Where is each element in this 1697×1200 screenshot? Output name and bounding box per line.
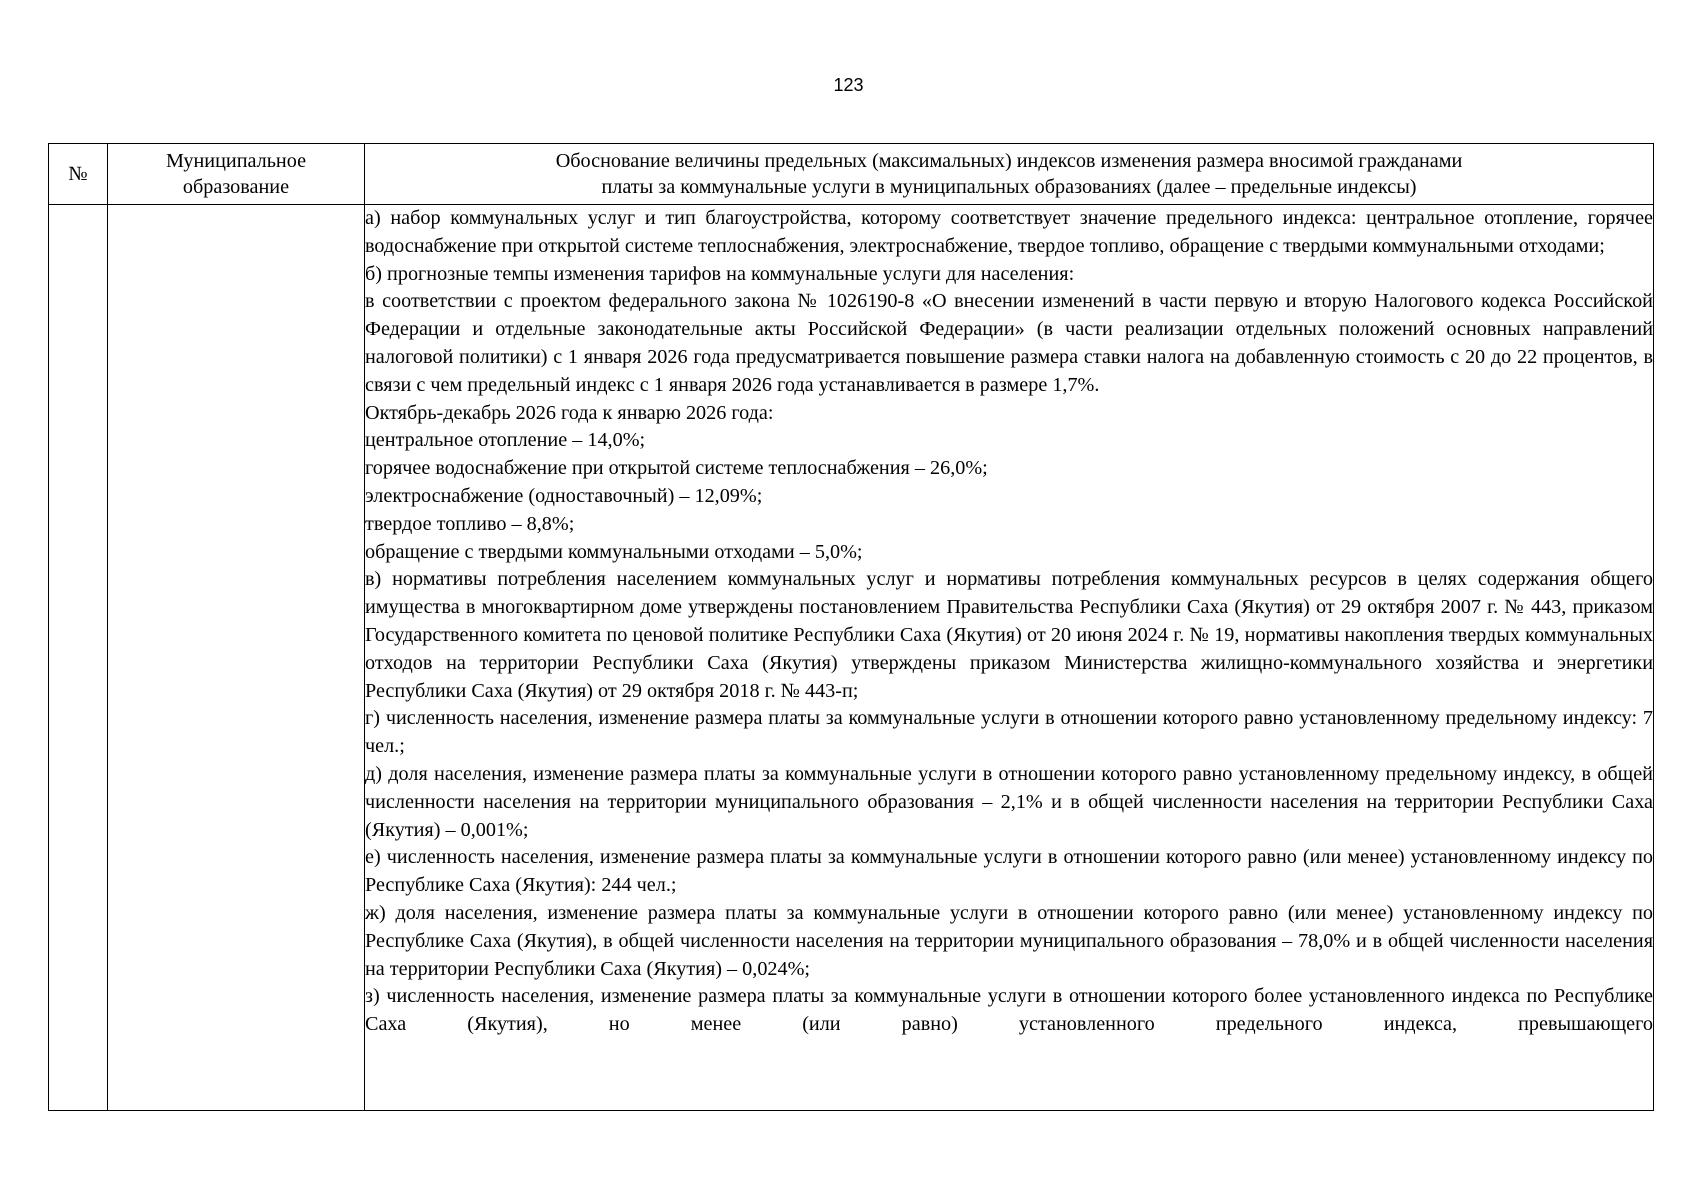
paragraph-z-population: з) численность населения, изменение размера платы за коммунальные услуги в отношении которого более установленного индекса по Республике Саха (Якутия), но менее (или равно) установленного предельного индекса, превышающего (365, 985, 1653, 1036)
paragraph-d-share: д) доля населения, изменение размера платы за коммунальные услуги в отношении которого равно установленному предельному индексу, в общей численности населения на территории муниципального образования – 2,1% и в общей численности населения на территории Республики Саха (Якутия) – 0,001%; (365, 762, 1653, 841)
header-municipality-line1: Муниципальное (165, 150, 307, 172)
cell-justification (365, 205, 1654, 1111)
page-number: 123 (833, 75, 864, 95)
header-municipality (108, 144, 365, 205)
paragraph-v-norms: в) нормативы потребления населением коммунальных услуг и нормативы потребления коммунальных ресурсов в целях содержания общего имущества в многоквартирном доме утверждены постановлением Правительства Республики Саха (Якутия) от 29 октября 2007 г. № 443, приказом Государственного комитета по ценовой политике Республики Саха (Якутия) от 20 июня 2024 г. № 19, нормативы накопления твердых коммунальных отходов на территории Республики Саха (Якутия) утверждены приказом Министерства жилищно-коммунального хозяйства и энергетики Республики Саха (Якутия) от 29 октября 2018 г. № 443-п; (365, 568, 1653, 702)
paragraph-heating: центральное отопление – 14,0%; (365, 429, 646, 452)
paragraph-zh-share: ж) доля населения, изменение размера платы за коммунальные услуги в отношении которого равно (или менее) установленному индексу по Республике Саха (Якутия), в общей численности населения на территории муниципального образования – 78,0% и в общей численности населения на территории Республики Саха (Якутия) – 0,024%; (365, 901, 1653, 980)
paragraph-hot-water: горячее водоснабжение при открытой системе теплоснабжения – 26,0%; (365, 457, 988, 480)
table-header-row (49, 144, 1654, 205)
cell-number (49, 205, 108, 1111)
paragraph-e-population: е) численность населения, изменение размера платы за коммунальные услуги в отношении которого равно (или менее) установленному индексу по Республике Саха (Якутия): 244 чел.; (365, 846, 1653, 897)
paragraph-period: Октябрь-декабрь 2026 года к январю 2026 года: (365, 401, 774, 424)
header-justification-line2: платы за коммунальные услуги в муниципальных образованиях (далее – предельные индексы) (601, 176, 1417, 198)
paragraph-b-tariff-rates: б) прогнозные темпы изменения тарифов на коммунальные услуги для населения: (365, 262, 1075, 285)
header-number (49, 144, 108, 205)
paragraph-g-population: г) численность населения, изменение размера платы за коммунальные услуги в отношении которого равно установленному предельному индексу: 7 чел.; (365, 707, 1653, 758)
paragraph-a-service-set: а) набор коммунальных услуг и тип благоустройства, которому соответствует значение предельного индекса: центральное отопление, горячее водоснабжение при открытой системе теплоснабжения, электроснабжение, твердое топливо, обращение с твердыми коммунальными отходами; (365, 207, 1653, 257)
header-justification-line1: Обоснование величины предельных (максимальных) индексов изменения размера вносимой гражданами (555, 150, 1463, 172)
cell-municipality (108, 205, 365, 1111)
header-municipality-line2: образование (182, 176, 290, 198)
paragraph-electricity: электроснабжение (одноставочный) – 12,09%; (365, 484, 763, 507)
paragraph-vat-law: в соответствии с проектом федерального закона № 1026190-8 «О внесении изменений в части первую и вторую Налогового кодекса Российской Федерации и отдельные законодательные акты Российской Федерации» (в части реализации отдельных положений основных направлений налоговой политики) с 1 января 2026 года предусматривается повышение размера ставки налога на добавленную стоимость с 20 до 22 процентов, в связи с чем предельный индекс с 1 января 2026 года устанавливается в размере 1,7%. (365, 290, 1653, 396)
header-justification (365, 144, 1654, 205)
table-row (49, 205, 1654, 1111)
header-number-label: № (68, 163, 88, 185)
tariff-index-table (48, 143, 1654, 1111)
paragraph-waste: обращение с твердыми коммунальными отходами – 5,0%; (365, 540, 863, 563)
paragraph-solid-fuel: твердое топливо – 8,8%; (365, 512, 575, 535)
